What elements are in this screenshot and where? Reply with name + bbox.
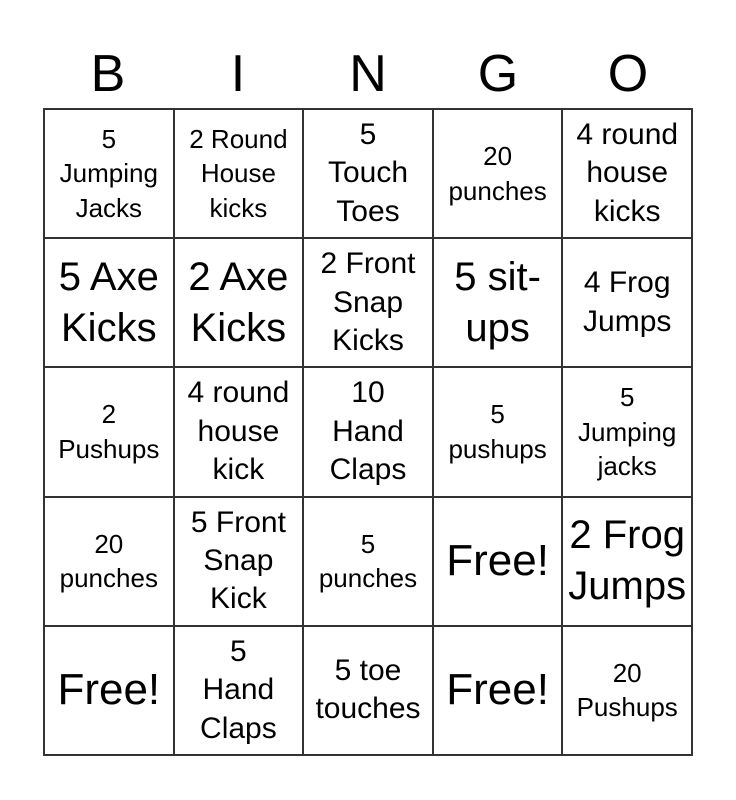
cell-label: 4 round house kick — [187, 376, 290, 487]
bingo-cell-r1-c4[interactable] — [433, 109, 563, 238]
header-letter-n: N — [349, 45, 387, 103]
cell-label: 5 Jumping jacks — [578, 382, 677, 482]
cell-label: 5 punches — [318, 528, 418, 594]
cell-label: 2 Round House kicks — [189, 123, 288, 223]
bingo-cell-r1-c5[interactable] — [562, 109, 692, 238]
bingo-cell-r2-c3[interactable] — [303, 238, 433, 367]
cell-label: 2 Frog Jumps — [568, 513, 687, 609]
header-letter-i: I — [230, 45, 246, 103]
bingo-cell-r5-c1[interactable] — [44, 626, 174, 755]
bingo-cell-r5-c2[interactable] — [174, 626, 304, 755]
bingo-card-grid — [43, 108, 693, 756]
cell-label: Free! — [57, 664, 161, 714]
header-letter-g: G — [477, 45, 519, 103]
cell-label: Free! — [446, 535, 549, 585]
cell-label: 5 sit- ups — [454, 254, 541, 350]
cell-label: 5 Axe Kicks — [58, 254, 159, 350]
cell-label: 5 toe touches — [315, 654, 421, 726]
bingo-cell-r2-c4[interactable] — [433, 238, 563, 367]
cell-label: 5 Hand Claps — [200, 634, 277, 745]
bingo-cell-r2-c1[interactable] — [44, 238, 174, 367]
cell-label: 5 Front Snap Kick — [190, 505, 286, 616]
bingo-cell-r1-c1[interactable] — [44, 109, 174, 238]
cell-label: 5 Touch Toes — [327, 118, 409, 228]
bingo-cell-r1-c2[interactable] — [174, 109, 304, 238]
bingo-header — [43, 40, 693, 108]
cell-label: 5 Jumping Jacks — [59, 123, 158, 223]
bingo-cell-r3-c1[interactable] — [44, 367, 174, 496]
bingo-cell-r4-c4[interactable] — [433, 497, 563, 626]
bingo-cell-r3-c5[interactable] — [562, 367, 692, 496]
cell-label: Free! — [446, 664, 549, 714]
cell-label: 20 punches — [59, 528, 158, 594]
bingo-cell-r4-c1[interactable] — [44, 497, 174, 626]
bingo-cell-r2-c5[interactable] — [562, 238, 692, 367]
bingo-cell-r1-c3[interactable] — [303, 109, 433, 238]
cell-label: 4 Frog Jumps — [583, 266, 672, 338]
header-letter-b: B — [90, 45, 126, 103]
cell-label: 2 Axe Kicks — [188, 254, 289, 350]
cell-label: 4 round house kicks — [576, 118, 679, 228]
cell-label: 2 Pushups — [58, 399, 160, 464]
bingo-cell-r5-c3[interactable] — [303, 626, 433, 755]
bingo-cell-r3-c3[interactable] — [303, 367, 433, 496]
bingo-cell-r3-c2[interactable] — [174, 367, 304, 496]
bingo-cell-r4-c2[interactable] — [174, 497, 304, 626]
bingo-cell-r2-c2[interactable] — [174, 238, 304, 367]
bingo-cell-r5-c4[interactable] — [433, 626, 563, 755]
header-letter-o: O — [607, 45, 649, 103]
cell-label: 2 Front Snap Kicks — [320, 247, 416, 357]
cell-label: 20 Pushups — [576, 657, 678, 723]
cell-label: 5 pushups — [448, 399, 547, 464]
bingo-cell-r4-c5[interactable] — [562, 497, 692, 626]
bingo-cell-r5-c5[interactable] — [562, 626, 692, 755]
cell-label: 10 Hand Claps — [329, 376, 407, 487]
bingo-cell-r3-c4[interactable] — [433, 367, 563, 496]
cell-label: 20 punches — [448, 141, 547, 206]
bingo-cell-r4-c3[interactable] — [303, 497, 433, 626]
